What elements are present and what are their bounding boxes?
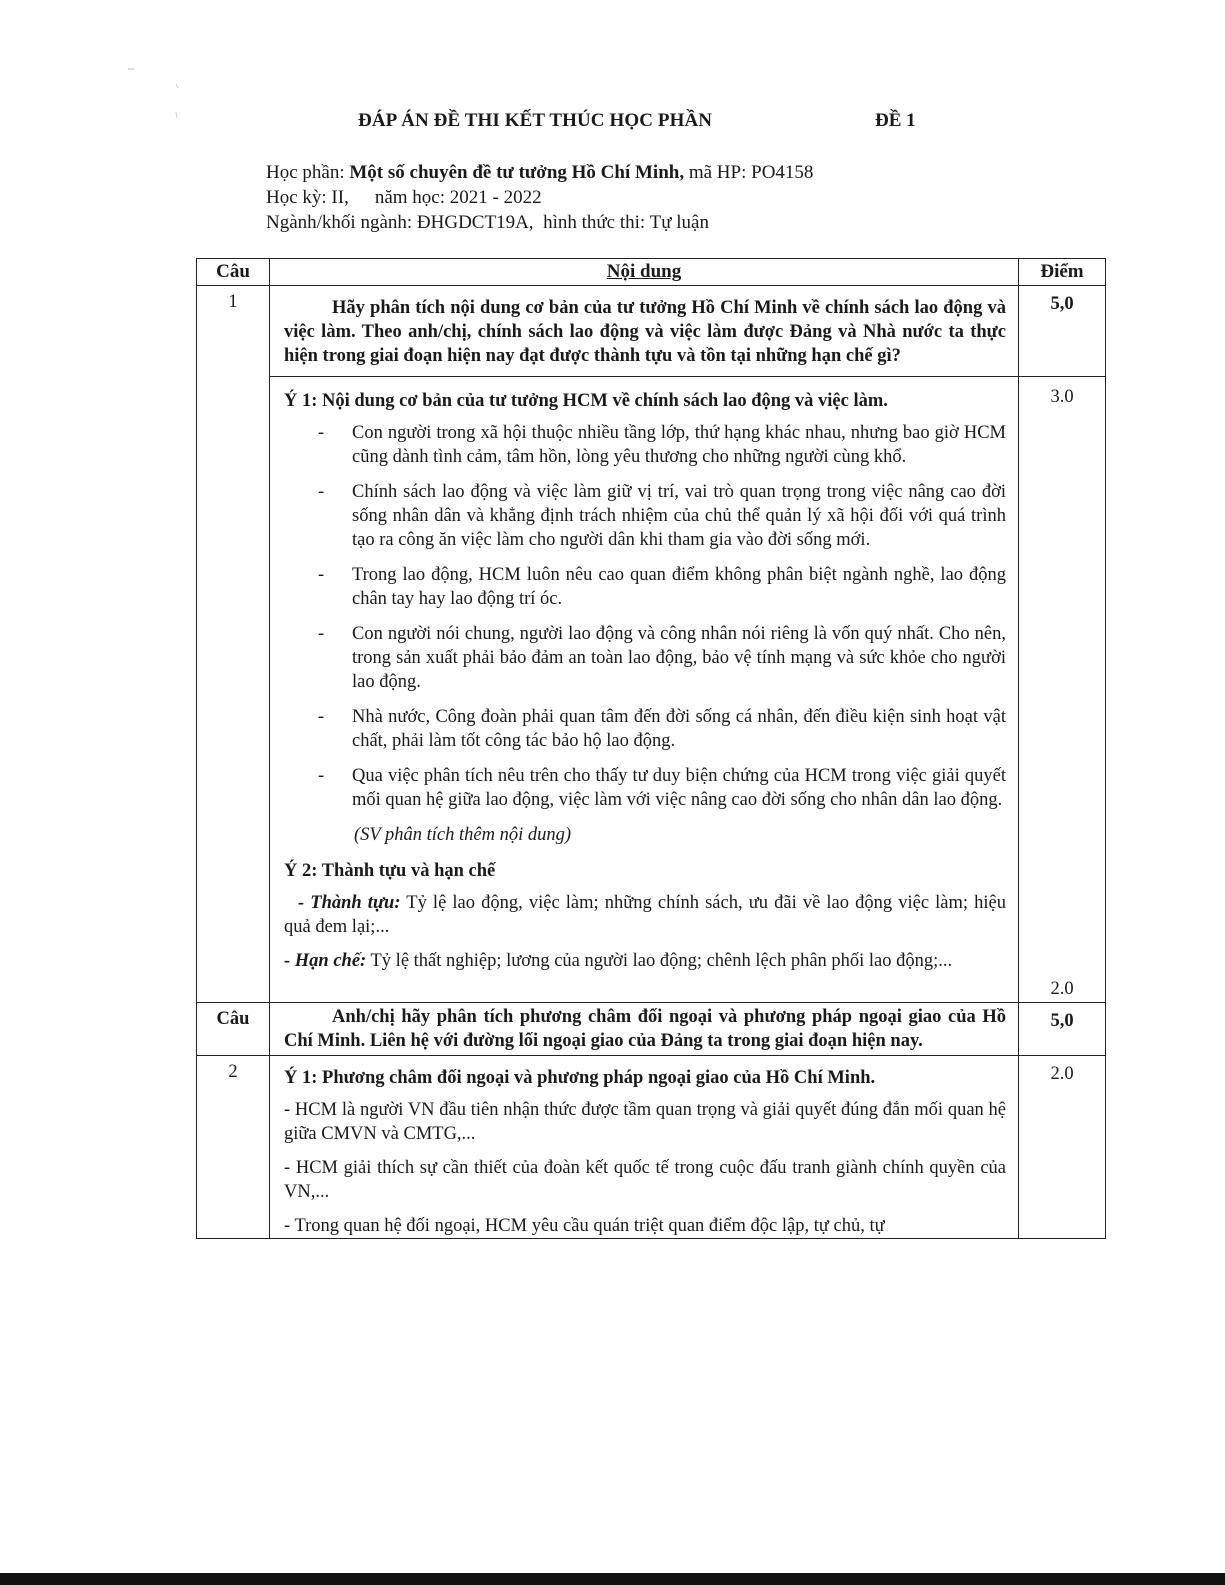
q1-question-row bbox=[197, 286, 1106, 377]
q2-y1-para: - HCM là người VN đầu tiên nhận thức được tầm quan trọng và giải quyết đúng đắn mối quan hệ giữa CMVN và CMTG,... bbox=[284, 1100, 1006, 1144]
list-item: - Chính sách lao động và việc làm giữ vị trí, vai trò quan trọng trong việc nâng cao đời sống nhân dân và khẳng định trách nhiệm của chủ thể quản lý xã hội đối với quá trình tạo ra công ăn việc làm cho người dân khi tham gia vào đời sống mới. bbox=[318, 482, 1006, 550]
document-title: ĐÁP ÁN ĐỀ THI KẾT THÚC HỌC PHẦN bbox=[358, 110, 713, 131]
q2-question-text: Anh/chị hãy phân tích phương châm đối ngoại và phương pháp ngoại giao của Hồ Chí Minh. Liên hệ với đường lối ngoại giao của Đảng ta trong giai đoạn hiện nay. bbox=[284, 1007, 1006, 1051]
q1-y2-score: 2.0 bbox=[1050, 979, 1074, 999]
q2-y1-para: - Trong quan hệ đối ngoại, HCM yêu cầu quán triệt quan điểm độc lập, tự chủ, tự bbox=[284, 1216, 885, 1236]
q1-question-text: Hãy phân tích nội dung cơ bản của tư tưởng Hồ Chí Minh về chính sách lao động và việc làm. Theo anh/chị, chính sách lao động và việc làm được Đảng và Nhà nước ta thực hiện trong giai đoạn hiện nay đạt được thành tựu và tồn tại những hạn chế gì? bbox=[284, 298, 1006, 366]
q2-label: Câu bbox=[197, 1003, 270, 1056]
answer-table bbox=[196, 258, 1106, 1239]
exam-form: hình thức thi: Tự luận bbox=[543, 212, 709, 233]
q2-answer-row bbox=[197, 1056, 1106, 1239]
q2-y1-score: 2.0 bbox=[1019, 1056, 1106, 1239]
q1-y1-heading: Ý 1: Nội dung cơ bản của tư tưởng HCM về chính sách lao động và việc làm. bbox=[284, 391, 888, 411]
scan-artifacts bbox=[0, 0, 200, 140]
school-year: năm học: 2021 - 2022 bbox=[374, 187, 542, 208]
q2-number: 2 bbox=[197, 1056, 270, 1239]
course-code: mã HP: PO4158 bbox=[684, 162, 814, 183]
header-diem: Điểm bbox=[1019, 259, 1106, 286]
exam-code: ĐỀ 1 bbox=[875, 110, 916, 131]
q1-y2-heading: Ý 2: Thành tựu và hạn chế bbox=[284, 861, 496, 881]
q1-score: 5,0 bbox=[1019, 286, 1106, 377]
course-label: Học phần: bbox=[266, 162, 350, 183]
q1-question-cell bbox=[270, 286, 1019, 377]
list-item: - Con người trong xã hội thuộc nhiều tầng lớp, thứ hạng khác nhau, nhưng bao giờ HCM cũng dành tình cảm, tâm hồn, lòng yêu thương cho những người cùng khổ. bbox=[318, 423, 1006, 467]
major-line bbox=[266, 212, 709, 234]
q2-question-row bbox=[197, 1003, 1106, 1056]
q1-y1-score: 3.0 bbox=[1050, 387, 1074, 407]
semester: Học kỳ: II, bbox=[266, 187, 349, 208]
q2-question-cell bbox=[270, 1003, 1019, 1056]
q2-y1-para: - HCM giải thích sự cần thiết của đoàn kết quốc tế trong cuộc đấu tranh giành chính quyền của VN,... bbox=[284, 1158, 1006, 1202]
list-item: - Qua việc phân tích nêu trên cho thấy tư duy biện chứng của HCM trong việc giải quyết mối quan hệ giữa lao động, việc làm với việc nâng cao đời sống cho nhân dân lao động. bbox=[318, 766, 1006, 810]
header-cau: Câu bbox=[197, 259, 270, 286]
course-line bbox=[266, 162, 813, 184]
q1-answer-row bbox=[197, 377, 1106, 1003]
table-header-row bbox=[197, 259, 1106, 286]
course-name: Một số chuyên đề tư tưởng Hồ Chí Minh, bbox=[349, 162, 685, 183]
q1-number: 1 bbox=[197, 286, 270, 1003]
q1-y2-achievement: - Thành tựu: Tỷ lệ lao động, việc làm; những chính sách, ưu đãi về lao động việc làm; hiệu quả đem lại;... bbox=[284, 893, 1006, 937]
q2-y1-heading: Ý 1: Phương châm đối ngoại và phương pháp ngoại giao của Hồ Chí Minh. bbox=[284, 1068, 876, 1088]
q1-y1-note: (SV phân tích thêm nội dung) bbox=[354, 825, 572, 845]
scan-edge bbox=[0, 1573, 1225, 1585]
q1-scores-cell bbox=[1019, 377, 1106, 1003]
header-noi-dung: Nội dung bbox=[270, 259, 1019, 286]
major: Ngành/khối ngành: ĐHGDCT19A, bbox=[266, 212, 534, 233]
q1-y1-bullets bbox=[284, 421, 1006, 812]
q2-score: 5,0 bbox=[1019, 1003, 1106, 1056]
list-item: - Con người nói chung, người lao động và công nhân nói riêng là vốn quý nhất. Cho nên, trong sản xuất phải bảo đảm an toàn lao động, bảo vệ tính mạng và sức khỏe cho người lao động. bbox=[318, 624, 1006, 692]
list-item: - Nhà nước, Công đoàn phải quan tâm đến đời sống cá nhân, đến điều kiện sinh hoạt vật chất, phải làm tốt công tác bảo hộ lao động. bbox=[318, 707, 1006, 751]
q2-answer-cell bbox=[270, 1056, 1019, 1239]
q1-answer-cell bbox=[270, 377, 1019, 1003]
q1-y2-limitation: - Hạn chế: Tỷ lệ thất nghiệp; lương của người lao động; chênh lệch phân phối lao động;... bbox=[284, 951, 953, 971]
list-item: - Trong lao động, HCM luôn nêu cao quan điểm không phân biệt ngành nghề, lao động chân tay hay lao động trí óc. bbox=[318, 565, 1006, 609]
semester-line bbox=[266, 187, 542, 209]
